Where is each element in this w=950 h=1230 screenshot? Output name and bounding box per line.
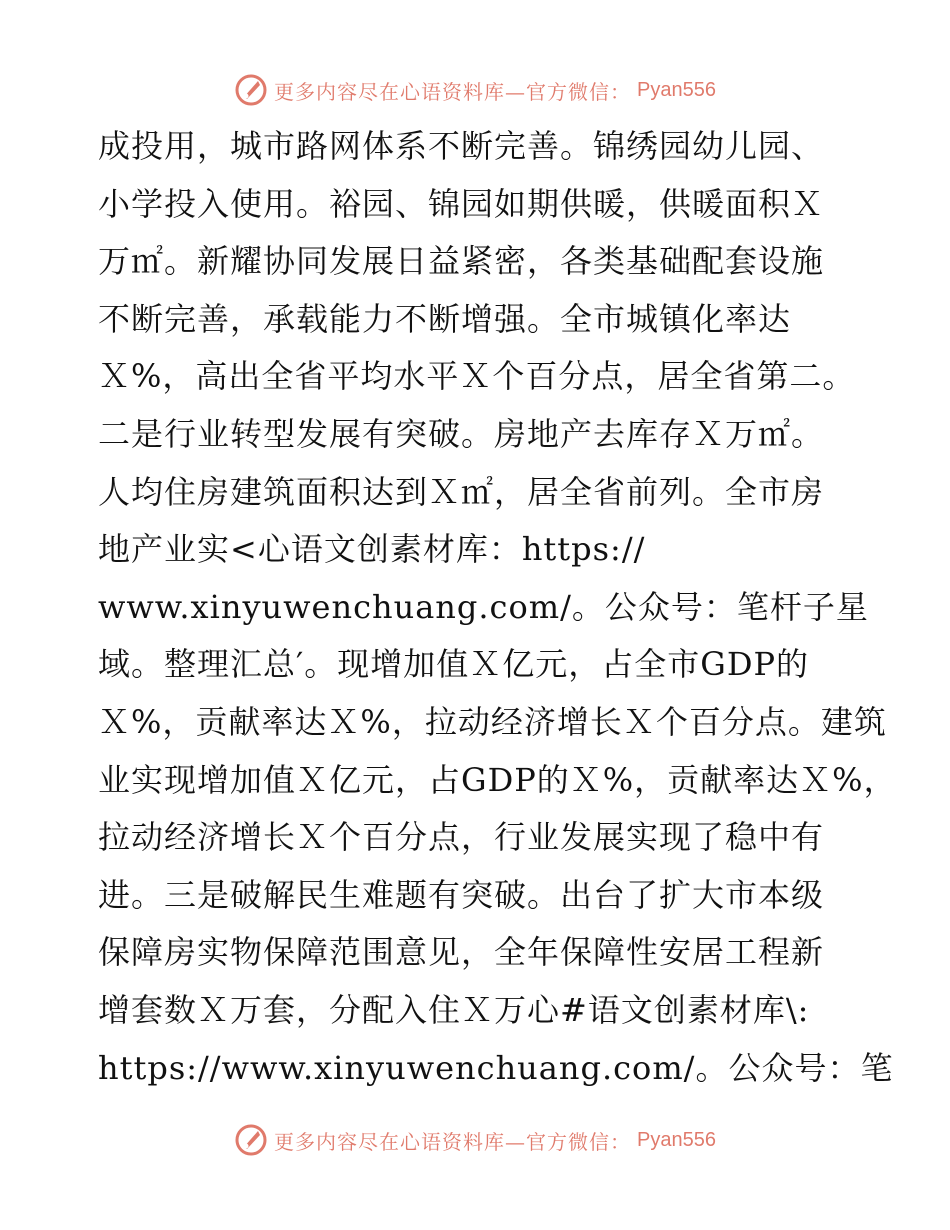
text-line: www.xinyuwenchuang.com/。公众号：笔杆子星 — [98, 587, 869, 626]
text-line: Ｘ%，贡献率达Ｘ%，拉动经济增长Ｘ个百分点。建筑 — [98, 702, 887, 741]
text-line: 二是行业转型发展有突破。房地产去库存Ｘ万㎡。 — [98, 414, 825, 453]
text-line: https://www.xinyuwenchuang.com/。公众号：笔 — [98, 1048, 894, 1087]
text-line: 万㎡。新耀协同发展日益紧密，各类基础配套设施 — [98, 242, 825, 281]
text-line: 保障房实物保障范围意见，全年保障性安居工程新 — [98, 933, 825, 972]
text-line: 业实现增加值Ｘ亿元，占GDP的Ｘ%，贡献率达Ｘ%， — [98, 760, 897, 799]
text-line: 增套数Ｘ万套，分配入住Ｘ万心#语文创素材库\: — [98, 990, 810, 1029]
body-paragraph — [98, 118, 897, 1097]
footer-watermark — [0, 1122, 950, 1158]
text-line: 小学投入使用。裕园、锦园如期供暖，供暖面积Ｘ — [98, 184, 825, 223]
quill-logo-icon — [234, 1123, 268, 1157]
quill-logo-icon — [234, 73, 268, 107]
text-line: 成投用，城市路网体系不断完善。锦绣园幼儿园、 — [98, 127, 825, 165]
text-line: 域。整理汇总′。现增加值Ｘ亿元，占全市GDP的 — [98, 645, 810, 684]
footer-watermark-wechat-id: Pyan556 — [637, 1128, 716, 1151]
text-line: 拉动经济增长Ｘ个百分点，行业发展实现了稳中有 — [98, 818, 825, 857]
text-line: Ｘ%，高出全省平均水平Ｘ个百分点，居全省第二。 — [98, 357, 856, 396]
text-line: 地产业实<心语文创素材库：https:// — [98, 530, 646, 569]
text-line: 进。三是破解民生难题有突破。出台了扩大市本级 — [98, 875, 825, 914]
text-line: 不断完善，承载能力不断增强。全市城镇化率达 — [98, 299, 792, 338]
header-watermark-text: 更多内容尽在心语资料库—官方微信： — [274, 79, 632, 104]
header-watermark — [0, 72, 950, 108]
header-watermark-wechat-id: Pyan556 — [637, 78, 716, 101]
text-line: 人均住房建筑面积达到Ｘ㎡，居全省前列。全市房 — [98, 472, 825, 511]
footer-watermark-text: 更多内容尽在心语资料库—官方微信： — [274, 1129, 632, 1154]
